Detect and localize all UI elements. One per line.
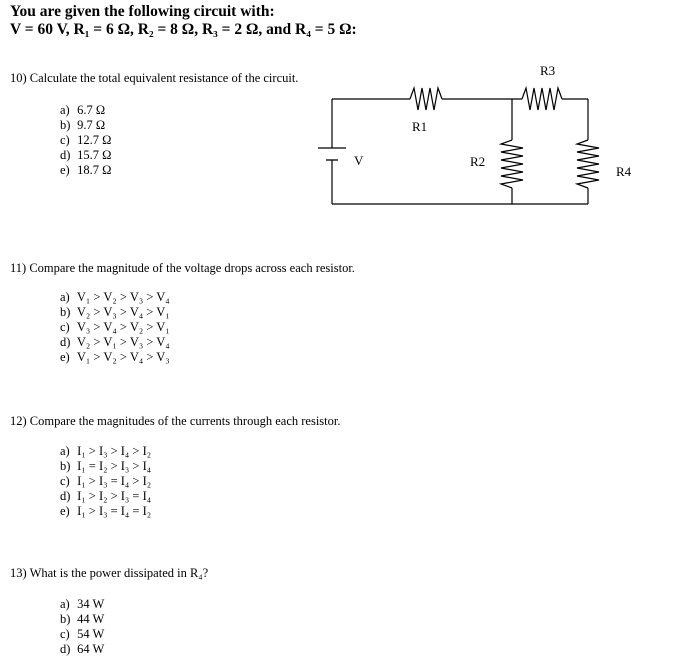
option-text: V₁ > V₂ > V₄ > V₃ [76, 350, 170, 364]
resistor-r2-zigzag [501, 140, 523, 188]
label-r4: R4 [616, 164, 632, 179]
option-letter: c) [60, 133, 70, 147]
label-r1: R1 [412, 119, 428, 134]
resistor-r3-zigzag [522, 88, 562, 110]
option-letter: b) [60, 118, 71, 132]
resistor-r1-zigzag [410, 88, 442, 110]
question-number: 11) [10, 261, 27, 275]
label-r3: R3 [540, 63, 556, 78]
option-letter: a) [60, 444, 70, 458]
option-text: 12.7 Ω [77, 133, 112, 147]
option-text: 54 W [77, 627, 105, 641]
option-text: V₂ > V₁ > V₃ > V₄ [76, 335, 170, 349]
option-text: 9.7 Ω [77, 118, 106, 132]
option-letter: b) [60, 305, 71, 319]
option-letter: e) [60, 163, 70, 177]
option-text: V₁ > V₂ > V₃ > V₄ [76, 290, 170, 304]
question-text: Compare the magnitude of the voltage drops across each resistor. [29, 261, 355, 275]
option-text: 64 W [77, 642, 105, 656]
option-letter: d) [60, 335, 71, 349]
label-v: V [354, 153, 364, 168]
option-letter: c) [60, 474, 70, 488]
option-text: I₁ = I₂ > I₃ > I₄ [77, 459, 152, 473]
option-text: V₃ > V₄ > V₂ > V₁ [76, 320, 170, 334]
option-text: I₁ > I₃ = I₄ = I₂ [77, 504, 152, 518]
resistor-r4-zigzag [577, 140, 599, 188]
question-text: Calculate the total equivalent resistance of the circuit. [29, 71, 299, 85]
option-text: I₁ > I₂ > I₃ = I₄ [77, 489, 152, 503]
header-line-2: V = 60 V, R₁ = 6 Ω, R₂ = 8 Ω, R₃ = 2 Ω, and R₄ = 5 Ω: [10, 21, 357, 38]
question-number: 13) [10, 566, 27, 580]
option-letter: e) [60, 504, 70, 518]
option-letter: d) [60, 148, 71, 162]
question-text: What is the power dissipated in R₄? [29, 566, 209, 580]
option-letter: b) [60, 612, 71, 626]
option-letter: a) [60, 290, 70, 304]
option-text: V₂ > V₃ > V₄ > V₁ [76, 305, 170, 319]
option-letter: a) [60, 103, 70, 117]
option-text: 18.7 Ω [77, 163, 112, 177]
option-letter: d) [60, 642, 71, 656]
header-line-1: You are given the following circuit with: [10, 3, 275, 20]
option-text: 34 W [77, 597, 105, 611]
option-letter: b) [60, 459, 71, 473]
option-text: 15.7 Ω [77, 148, 112, 162]
option-text: 44 W [77, 612, 105, 626]
option-text: I₁ > I₃ > I₄ > I₂ [77, 444, 152, 458]
question-number: 12) [10, 414, 27, 428]
label-r2: R2 [470, 154, 486, 169]
option-letter: d) [60, 489, 71, 503]
option-letter: c) [60, 627, 70, 641]
option-letter: c) [60, 320, 70, 334]
option-text: I₁ > I₃ = I₄ > I₂ [77, 474, 152, 488]
option-letter: a) [60, 597, 70, 611]
question-number: 10) [10, 71, 27, 85]
question-text: Compare the magnitudes of the currents through each resistor. [29, 414, 341, 428]
option-letter: e) [60, 350, 70, 364]
option-text: 6.7 Ω [77, 103, 106, 117]
